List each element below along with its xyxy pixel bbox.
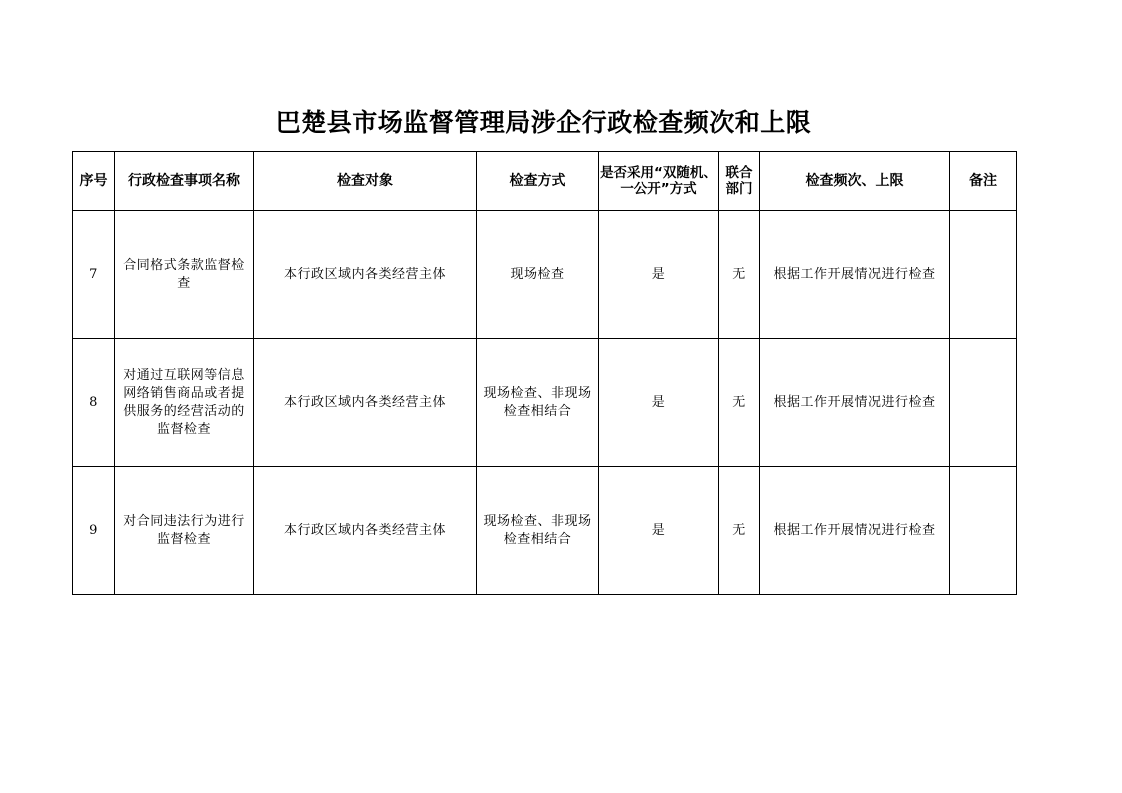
cell-frequency-limit: 根据工作开展情况进行检查	[760, 467, 950, 595]
cell-joint-department: 无	[719, 211, 760, 339]
header-double-random: 是否采用“双随机、一公开”方式	[599, 152, 719, 211]
cell-double-random: 是	[599, 211, 719, 339]
cell-item-name: 对合同违法行为进行监督检查	[115, 467, 254, 595]
cell-serial-number: 9	[73, 467, 115, 595]
header-remark: 备注	[950, 152, 1017, 211]
header-serial-number: 序号	[73, 152, 115, 211]
table-header-row	[73, 152, 1017, 211]
cell-serial-number: 8	[73, 339, 115, 467]
cell-inspection-target: 本行政区域内各类经营主体	[254, 467, 477, 595]
cell-item-name: 对通过互联网等信息网络销售商品或者提供服务的经营活动的监督检查	[115, 339, 254, 467]
table-row	[73, 211, 1017, 339]
cell-joint-department: 无	[719, 467, 760, 595]
table-row	[73, 339, 1017, 467]
header-inspection-method: 检查方式	[477, 152, 599, 211]
cell-joint-department: 无	[719, 339, 760, 467]
cell-inspection-target: 本行政区域内各类经营主体	[254, 339, 477, 467]
cell-inspection-method: 现场检查、非现场检查相结合	[477, 339, 599, 467]
cell-inspection-method: 现场检查	[477, 211, 599, 339]
cell-double-random: 是	[599, 339, 719, 467]
cell-frequency-limit: 根据工作开展情况进行检查	[760, 339, 950, 467]
header-frequency-limit: 检查频次、上限	[760, 152, 950, 211]
cell-double-random: 是	[599, 467, 719, 595]
cell-remark	[950, 339, 1017, 467]
cell-inspection-target: 本行政区域内各类经营主体	[254, 211, 477, 339]
cell-remark	[950, 211, 1017, 339]
inspection-table	[72, 151, 1017, 595]
cell-serial-number: 7	[73, 211, 115, 339]
document-title: 巴楚县市场监督管理局涉企行政检查频次和上限	[275, 108, 812, 137]
cell-inspection-method: 现场检查、非现场检查相结合	[477, 467, 599, 595]
table-row	[73, 467, 1017, 595]
header-item-name: 行政检查事项名称	[115, 152, 254, 211]
cell-remark	[950, 467, 1017, 595]
header-inspection-target: 检查对象	[254, 152, 477, 211]
cell-frequency-limit: 根据工作开展情况进行检查	[760, 211, 950, 339]
cell-item-name: 合同格式条款监督检查	[115, 211, 254, 339]
header-joint-department: 联合部门	[719, 152, 760, 211]
